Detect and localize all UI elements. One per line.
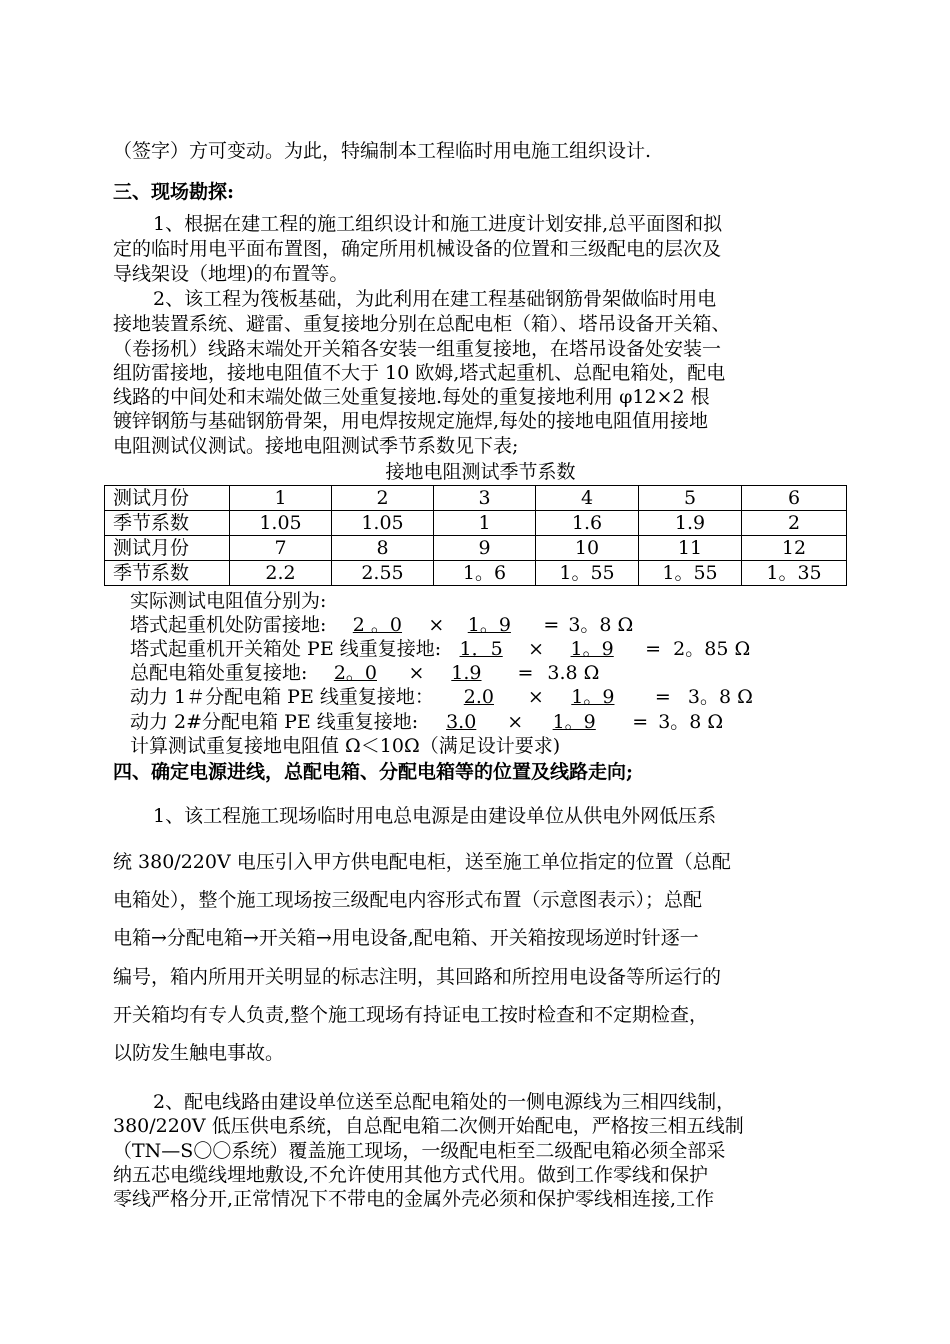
table-row: [105, 561, 847, 586]
section-heading-3: 三、现场勘探:: [113, 181, 235, 203]
times-sign: ×: [507, 711, 524, 733]
table-cell: 1.05: [230, 511, 332, 536]
measure-label: 塔式起重机处防雷接地:: [130, 614, 327, 636]
table-cell: 12: [742, 536, 847, 561]
table-cell: 9: [434, 536, 536, 561]
paragraph-line: 1、该工程施工现场临时用电总电源是由建设单位从供电外网低压系: [153, 805, 717, 827]
table-cell: 10: [536, 536, 639, 561]
season-factor-value: 1。9: [467, 614, 511, 636]
paragraph-intro: （签字）方可变动。为此，特编制本工程临时用电施工组织设计.: [113, 140, 652, 162]
table-cell: 2: [742, 511, 847, 536]
measure-row-2: [130, 638, 750, 660]
equals-sign: =: [632, 711, 649, 733]
paragraph-line: 2、该工程为筏板基础，为此利用在建工程基础钢筋骨架做临时用电: [153, 288, 717, 310]
table-cell: 8: [332, 536, 434, 561]
table-cell: 1.9: [639, 511, 742, 536]
times-sign: ×: [527, 686, 544, 708]
result-value: 3。8 Ω: [568, 614, 634, 636]
table-cell: 1.05: [332, 511, 434, 536]
measure-label: 动力 2#分配电箱 PE 线重复接地:: [130, 711, 419, 733]
table-cell: 4: [536, 486, 639, 511]
equals-sign: =: [654, 686, 671, 708]
table-title: 接地电阻测试季节系数: [385, 461, 576, 483]
paragraph-line: 开关箱均有专人负责,整个施工现场有持证电工按时检查和不定期检查，: [113, 1004, 709, 1026]
table-cell: 1: [434, 511, 536, 536]
measured-value: 2.0: [463, 686, 494, 708]
table-cell: 1。55: [639, 561, 742, 586]
table-cell: 2.2: [230, 561, 332, 586]
table-cell: 1。55: [536, 561, 639, 586]
table-cell: 测试月份: [105, 536, 230, 561]
paragraph-line: 编号，箱内所用开关明显的标志注明，其回路和所控用电设备等所运行的: [113, 966, 722, 988]
table-cell: 季节系数: [105, 511, 230, 536]
measured-value: 1．5: [459, 638, 503, 660]
paragraph-line: 统 380/220V 电压引入甲方供电配电柜，送至施工单位指定的位置（总配: [113, 851, 731, 873]
paragraph-line: 电阻测试仪测试。接地电阻测试季节系数见下表;: [113, 435, 519, 457]
paragraph-line: 纳五芯电缆线埋地敷设,不允许使用其他方式代用。做到工作零线和保护: [113, 1164, 709, 1186]
table-row: [105, 486, 847, 511]
season-factor-table: [104, 485, 847, 586]
equals-sign: =: [645, 638, 662, 660]
measure-row-5: [130, 711, 723, 733]
paragraph-line: （TN—S〇〇系统）覆盖施工现场，一级配电柜至二级配电箱必须全部采: [113, 1140, 726, 1162]
measure-label: 总配电箱处重复接地:: [130, 662, 308, 684]
table-cell: 6: [742, 486, 847, 511]
table-cell: 季节系数: [105, 561, 230, 586]
measure-label: 动力 1＃分配电箱 PE 线重复接地：: [130, 686, 434, 708]
table-cell: 11: [639, 536, 742, 561]
result-value: 3。8 Ω: [658, 711, 724, 733]
table-cell: 1。35: [742, 561, 847, 586]
paragraph-line: 线路的中间处和末端处做三处重复接地.每处的重复接地利用 φ12×2 根: [113, 386, 710, 408]
season-factor-value: 1.9: [451, 662, 482, 684]
measure-row-3: [130, 662, 599, 684]
equals-sign: =: [543, 614, 560, 636]
measure-label: 塔式起重机开关箱处 PE 线重复接地:: [130, 638, 442, 660]
table-cell: 5: [639, 486, 742, 511]
measured-value: 2 。0: [352, 614, 403, 636]
measure-intro: 实际测试电阻值分别为:: [130, 590, 327, 612]
times-sign: ×: [408, 662, 425, 684]
measured-value: 3.0: [446, 711, 477, 733]
result-value: 3。8 Ω: [687, 686, 753, 708]
times-sign: ×: [428, 614, 445, 636]
table-cell: 2: [332, 486, 434, 511]
paragraph-line: 定的临时用电平面布置图，确定所用机械设备的位置和三级配电的层次及: [113, 238, 722, 260]
paragraph-line: （卷扬机）线路末端处开关箱各安装一组重复接地，在塔吊设备处安装一: [113, 338, 722, 360]
table-cell: 1.6: [536, 511, 639, 536]
result-value: 3.8 Ω: [547, 662, 600, 684]
table-row: [105, 536, 847, 561]
table-cell: 测试月份: [105, 486, 230, 511]
times-sign: ×: [528, 638, 545, 660]
equals-sign: =: [517, 662, 534, 684]
season-factor-value: 1。9: [570, 638, 614, 660]
measured-value: 2。0: [333, 662, 377, 684]
paragraph-line: 接地装置系统、避雷、重复接地分别在总配电柜（箱）、塔吊设备开关箱、: [113, 313, 731, 335]
calc-result: 计算测试重复接地电阻值 Ω＜10Ω（满足设计要求): [130, 735, 561, 757]
measure-row-1: [130, 614, 633, 636]
paragraph-line: 镀锌钢筋与基础钢筋骨架，用电焊按规定施焊,每处的接地电阻值用接地: [113, 410, 709, 432]
paragraph-line: 2、配电线路由建设单位送至总配电箱处的一侧电源线为三相四线制，: [153, 1091, 736, 1113]
table-cell: 3: [434, 486, 536, 511]
section-heading-4: 四、确定电源进线，总配电箱、分配电箱等的位置及线路走向;: [113, 761, 634, 783]
table-cell: 1: [230, 486, 332, 511]
result-value: 2。85 Ω: [673, 638, 751, 660]
table-row: [105, 511, 847, 536]
paragraph-line: 1、根据在建工程的施工组织设计和施工进度计划安排,总平面图和拟: [153, 213, 723, 235]
paragraph-line: 组防雷接地，接地电阻值不大于 10 欧姆,塔式起重机、总配电箱处，配电: [113, 362, 726, 384]
paragraph-line: 以防发生触电事故。: [113, 1042, 285, 1064]
table-cell: 7: [230, 536, 332, 561]
season-factor-value: 1。9: [552, 711, 596, 733]
paragraph-line: 零线严格分开,正常情况下不带电的金属外壳必须和保护零线相连接,工作: [113, 1188, 715, 1210]
season-factor-value: 1。9: [571, 686, 615, 708]
paragraph-line: 电箱处），整个施工现场按三级配电内容形式布置（示意图表示）；总配: [113, 889, 703, 911]
paragraph-line: 电箱→分配电箱→开关箱→用电设备,配电箱、开关箱按现场逆时针逐一: [113, 927, 699, 949]
measure-row-4: [130, 686, 753, 708]
paragraph-line: 380/220V 低压供电系统，自总配电箱二次侧开始配电，严格按三相五线制: [113, 1115, 744, 1137]
paragraph-line: 导线架设（地埋)的布置等。: [113, 263, 349, 285]
table-cell: 1。6: [434, 561, 536, 586]
table-cell: 2.55: [332, 561, 434, 586]
